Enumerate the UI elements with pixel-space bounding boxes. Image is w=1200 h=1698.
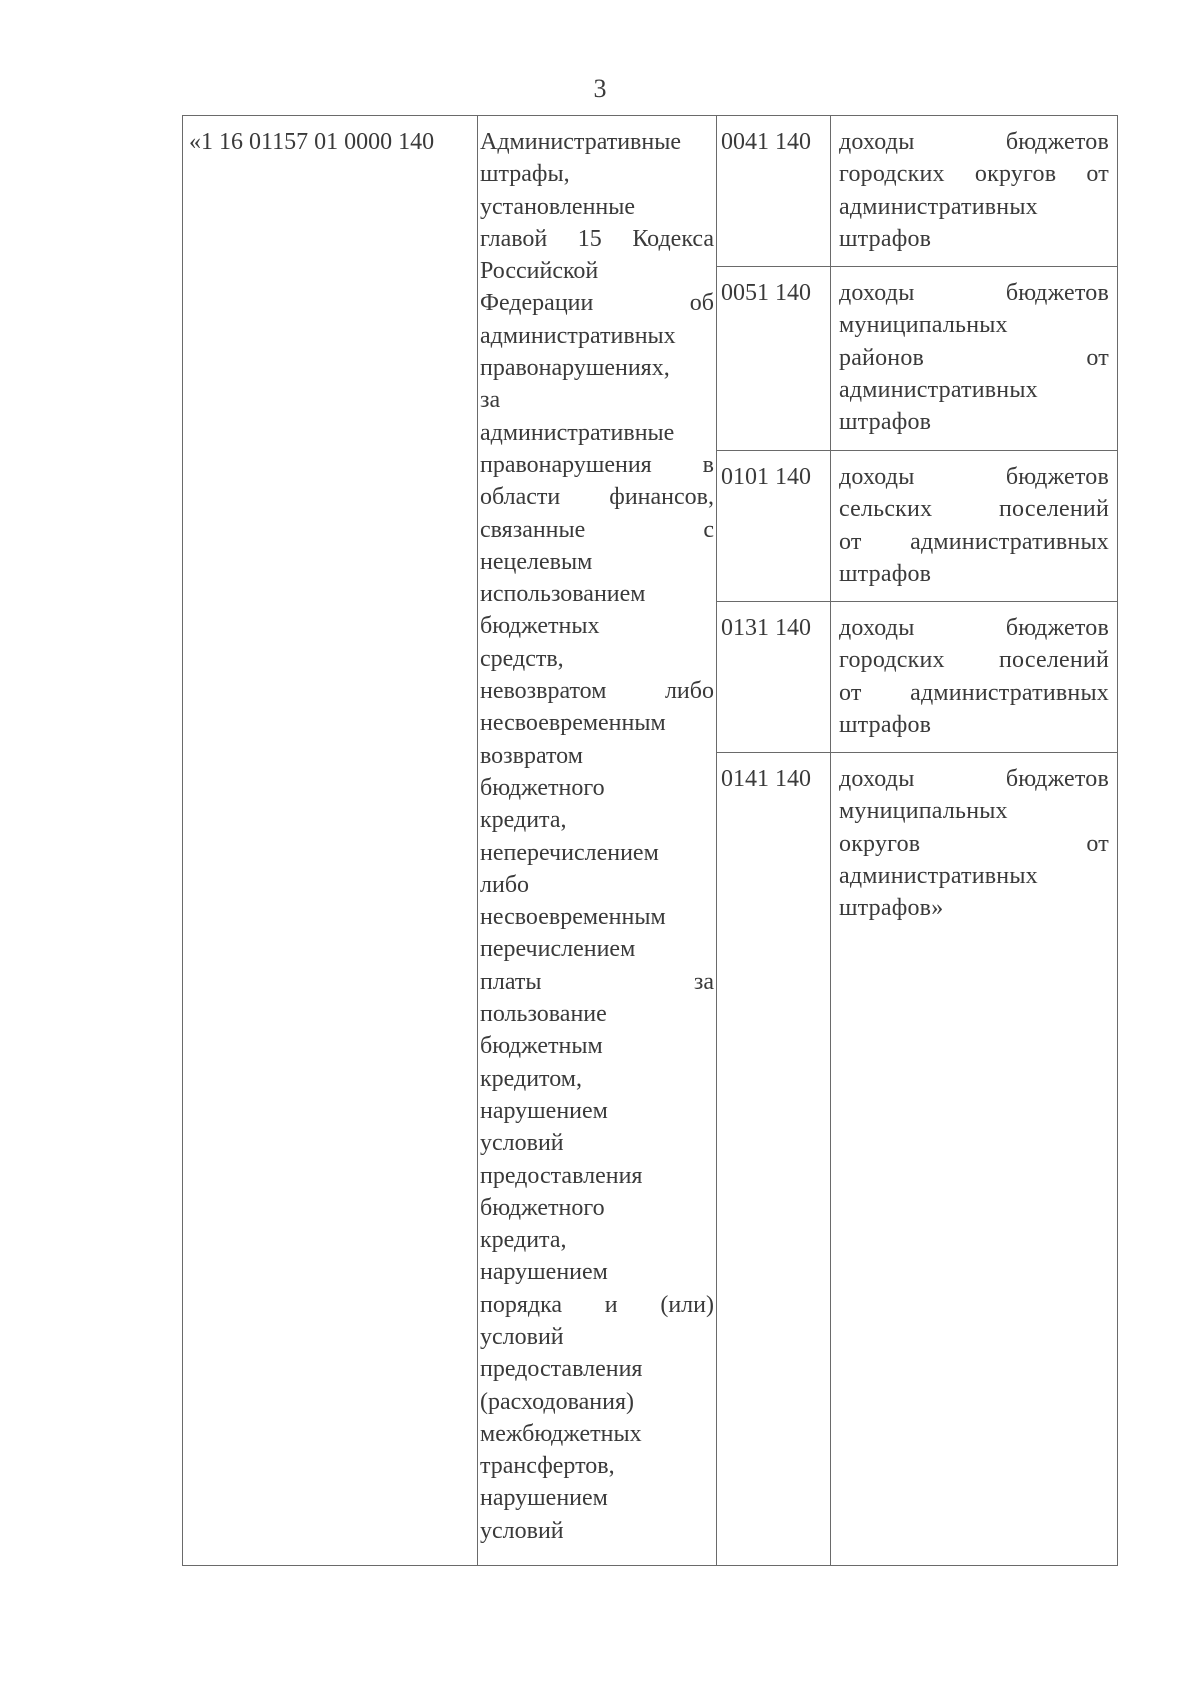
sub-code: 0041 140 — [721, 129, 811, 155]
name-line: использованием — [480, 581, 646, 608]
name-line: нецелевым — [480, 548, 593, 575]
main-code: «1 16 01157 01 0000 140 — [189, 129, 435, 155]
name-line: главой 15 Кодекса — [480, 225, 714, 252]
description-line: штрафов — [839, 560, 932, 587]
table-row — [183, 116, 1118, 267]
name-line: предоставления — [480, 1162, 643, 1189]
name-line: невозвратом либо — [480, 678, 714, 705]
description-text — [831, 753, 1117, 924]
description-line: штрафов» — [839, 895, 944, 922]
description-line: штрафов — [839, 409, 932, 436]
description-line: от административных — [839, 528, 1109, 555]
sub-code: 0141 140 — [721, 766, 811, 792]
description-line: доходы бюджетов — [839, 280, 1109, 306]
description-line: доходы бюджетов — [839, 615, 1109, 641]
name-text — [478, 116, 716, 1547]
description-line: муниципальных — [839, 798, 1008, 825]
name-line: условий — [480, 1130, 564, 1157]
name-line: нарушением — [480, 1259, 608, 1286]
name-line: условий — [480, 1517, 564, 1544]
name-line: нарушением — [480, 1097, 608, 1124]
description-line: доходы бюджетов — [839, 464, 1109, 490]
name-line: бюджетного — [480, 1194, 605, 1221]
description-cell — [831, 116, 1118, 267]
budget-codes-table — [182, 115, 1118, 1566]
name-line: предоставления — [480, 1356, 643, 1383]
page-number: 3 — [593, 74, 607, 103]
name-line: Административные — [480, 129, 682, 155]
sub-code-cell — [717, 753, 831, 1566]
name-line: штрафы, — [480, 161, 570, 188]
name-line: административных — [480, 322, 676, 349]
name-line: межбюджетных — [480, 1420, 642, 1447]
name-line: перечислением — [480, 936, 636, 963]
name-line: установленные — [480, 193, 636, 220]
description-line: муниципальных — [839, 312, 1008, 339]
sub-code-cell — [717, 267, 831, 451]
name-line: бюджетного — [480, 774, 605, 801]
description-line: административных — [839, 862, 1038, 889]
description-line: административных — [839, 193, 1038, 220]
description-line: городских поселений — [839, 647, 1109, 674]
description-line: округов от — [839, 830, 1109, 857]
name-line: средств, — [480, 645, 564, 672]
name-line: бюджетных — [480, 613, 600, 640]
name-line: платы за — [480, 968, 714, 995]
name-line: связанные с — [480, 516, 714, 543]
name-line: за — [480, 387, 501, 414]
sub-code: 0101 140 — [721, 464, 811, 490]
sub-code-cell — [717, 451, 831, 602]
sub-code-cell — [717, 602, 831, 753]
description-line: от административных — [839, 679, 1109, 706]
description-line: сельских поселений — [839, 496, 1109, 523]
name-line: кредита, — [480, 807, 567, 834]
main-code-cell — [183, 116, 478, 1566]
description-text — [831, 267, 1117, 438]
description-line: городских округов от — [839, 161, 1109, 188]
sub-code-cell — [717, 116, 831, 267]
name-cell — [478, 116, 717, 1566]
name-line: нарушением — [480, 1485, 608, 1512]
description-cell — [831, 753, 1118, 1566]
description-cell — [831, 602, 1118, 753]
description-cell — [831, 451, 1118, 602]
name-line: возвратом — [480, 742, 583, 769]
name-line: области финансов, — [480, 484, 714, 511]
description-line: административных — [839, 376, 1038, 403]
name-line: трансфертов, — [480, 1453, 615, 1480]
name-line: правонарушениях, — [480, 355, 670, 382]
description-text — [831, 602, 1117, 741]
sub-code: 0051 140 — [721, 280, 811, 306]
name-line: правонарушения в — [480, 451, 714, 478]
name-line: несвоевременным — [480, 710, 666, 737]
name-line: либо — [480, 871, 530, 898]
name-line: несвоевременным — [480, 904, 666, 931]
sub-code: 0131 140 — [721, 615, 811, 641]
name-line: условий — [480, 1323, 564, 1350]
name-line: кредита, — [480, 1227, 567, 1254]
name-line: пользование — [480, 1001, 607, 1028]
name-line: Российской — [480, 258, 599, 285]
description-line: штрафов — [839, 225, 932, 252]
description-line: штрафов — [839, 711, 932, 738]
name-line: неперечислением — [480, 839, 659, 866]
description-line: доходы бюджетов — [839, 129, 1109, 155]
description-line: доходы бюджетов — [839, 766, 1109, 792]
name-line: бюджетным — [480, 1033, 603, 1060]
description-line: районов от — [839, 344, 1109, 371]
name-line: кредитом, — [480, 1065, 582, 1092]
name-line: (расходования) — [480, 1388, 634, 1415]
description-text — [831, 116, 1117, 255]
name-line: Федерации об — [480, 290, 714, 317]
name-line: административные — [480, 419, 675, 446]
description-text — [831, 451, 1117, 590]
description-cell — [831, 267, 1118, 451]
name-line: порядка и (или) — [480, 1291, 714, 1318]
